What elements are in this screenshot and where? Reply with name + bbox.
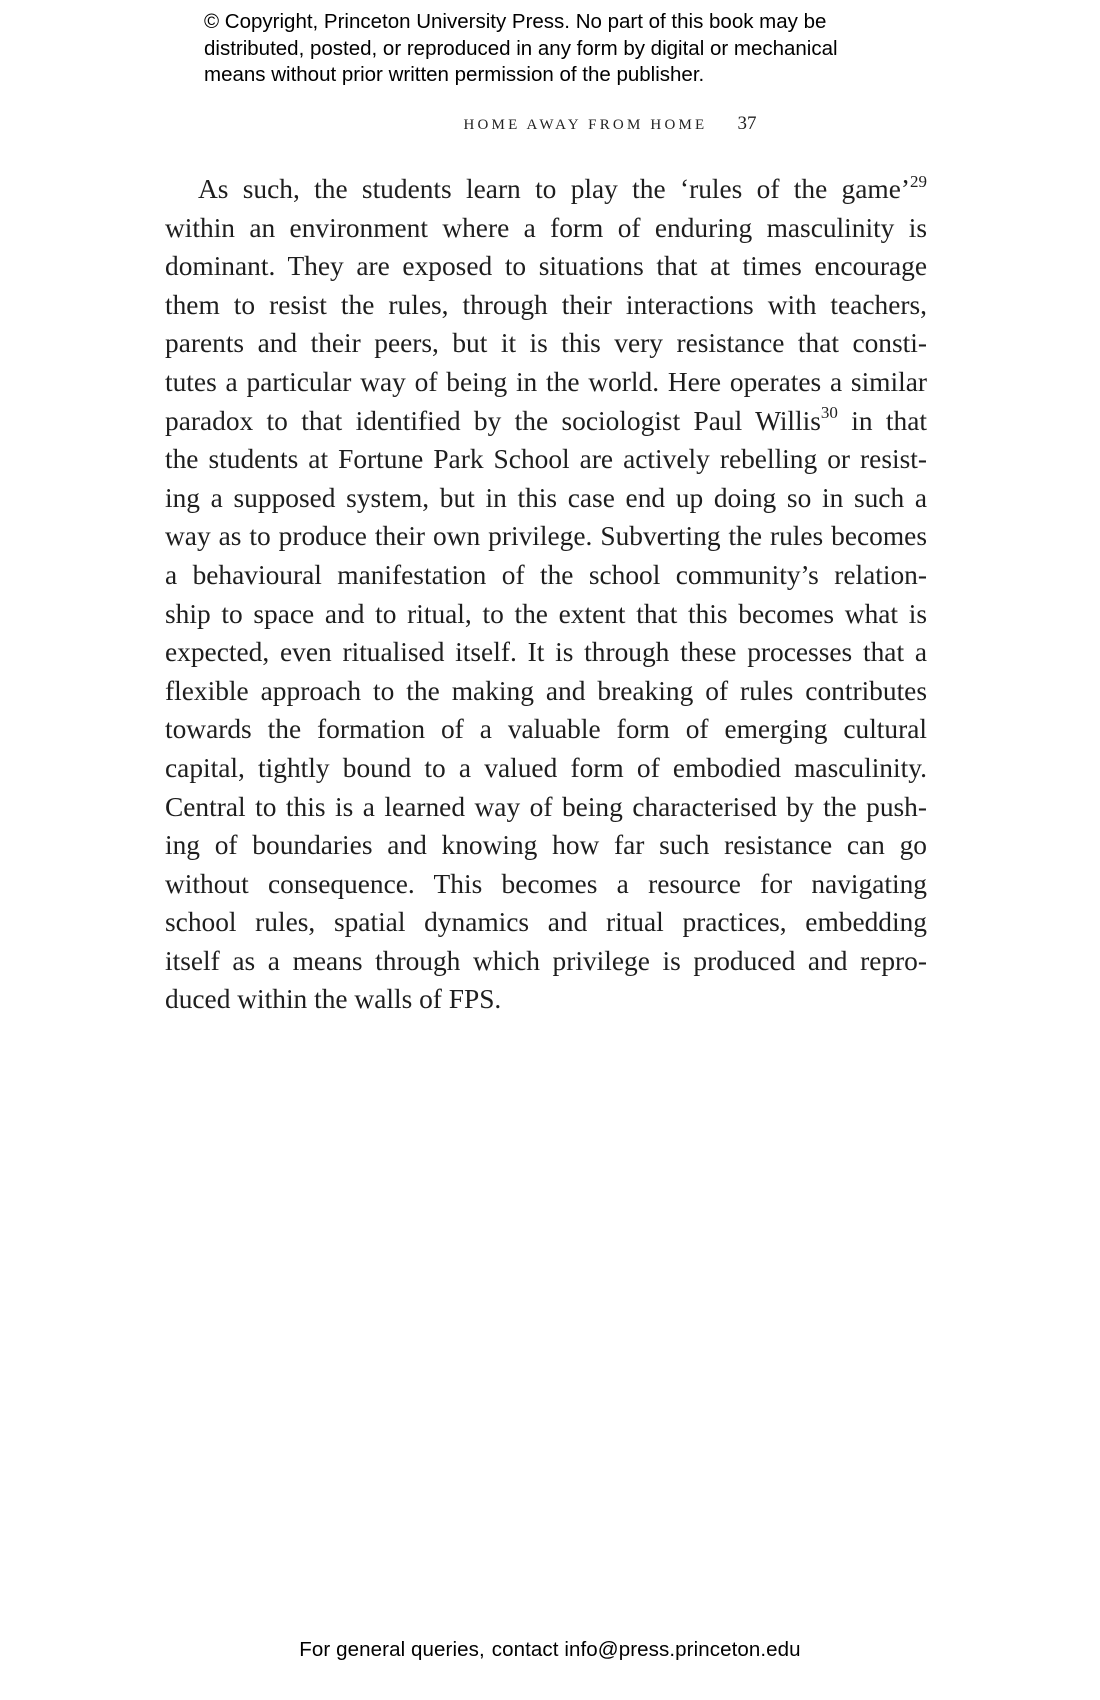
footer-label: For general queries,: [299, 1638, 485, 1661]
text-line: dominant. They are exposed to situations that at times encourage: [165, 251, 927, 282]
text-line: them to resist the rules, through their interactions with teachers,: [165, 289, 927, 320]
text-line: ing a supposed system, but in this case end up doing so in such a: [165, 482, 927, 513]
text-line: [165, 402, 927, 441]
footer-contact: [0, 1638, 1100, 1662]
text-line: school rules, spatial dynamics and ritual practices, embedding: [165, 907, 927, 938]
running-head-title: HOME AWAY FROM HOME: [463, 117, 708, 133]
text-line: duced within the walls of FPS.: [165, 984, 502, 1015]
text-line: capital, tightly bound to a valued form of embodied masculinity.: [165, 752, 927, 783]
text-line-tail: in that: [837, 405, 927, 436]
text-line: a behavioural manifestation of the school community’s relation-: [165, 559, 927, 590]
footer-email[interactable]: contact info@press.princeton.edu: [491, 1638, 801, 1661]
text-line: towards the formation of a valuable form of emerging cultural: [165, 714, 927, 745]
copyright-line: © Copyright, Princeton University Press. No part of this book may be: [204, 10, 827, 33]
copyright-line: means without prior written permission of the publisher.: [204, 63, 705, 86]
text-line-content: paradox to that identified by the sociologist Paul Willis: [165, 405, 821, 436]
text-line: the students at Fortune Park School are actively rebelling or resist-: [165, 444, 927, 475]
text-line: itself as a means through which privilege is produced and repro-: [165, 945, 927, 976]
text-line: within an environment where a form of enduring masculinity is: [165, 212, 927, 243]
page-number: 37: [737, 113, 757, 134]
copyright-notice: [204, 9, 924, 89]
text-line: [165, 170, 927, 209]
text-line-content: As such, the students learn to play the ‘rules of the game’: [198, 174, 910, 204]
footnote-ref-29[interactable]: 29: [910, 171, 927, 191]
text-line: parents and their peers, but it is this very resistance that consti-: [165, 328, 927, 359]
text-line: ing of boundaries and knowing how far such resistance can go: [165, 830, 927, 861]
copyright-line: distributed, posted, or reproduced in any form by digital or mechanical: [204, 36, 838, 60]
running-head: [0, 113, 1100, 135]
text-line: way as to produce their own privilege. Subverting the rules becomes: [165, 521, 927, 552]
text-line: flexible approach to the making and breaking of rules contributes: [165, 675, 927, 706]
text-line: tutes a particular way of being in the world. Here operates a similar: [165, 366, 927, 397]
body-paragraph: [165, 170, 927, 1019]
text-line: Central to this is a learned way of being characterised by the push-: [165, 791, 927, 822]
text-line: expected, even ritualised itself. It is through these processes that a: [165, 637, 927, 668]
text-line: without consequence. This becomes a resource for navigating: [165, 868, 927, 899]
footnote-ref-30[interactable]: 30: [820, 403, 838, 423]
text-line: ship to space and to ritual, to the extent that this becomes what is: [165, 598, 927, 629]
